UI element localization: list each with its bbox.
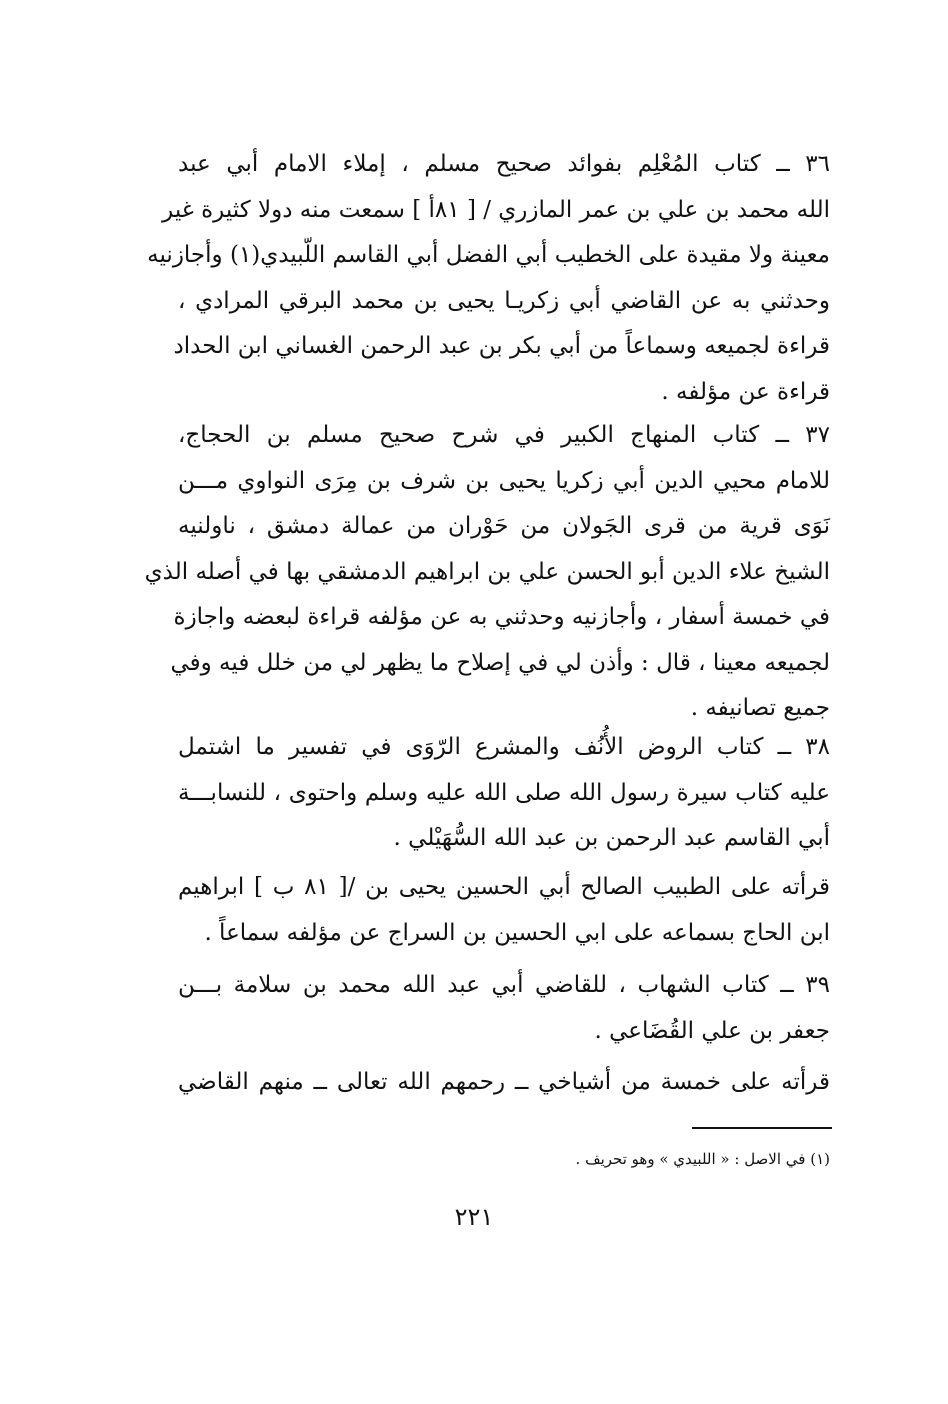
text-line: أبي القاسم عبد الرحمن بن عبد الله السُّهَيْلي . — [393, 825, 830, 851]
text-line: قراءة عن مؤلفه . — [661, 378, 830, 405]
body-text — [147, 142, 830, 415]
text-line: معينة ولا مقيدة على الخطيب أبي الفضل أبي القاسم اللّبيدي(١) وأجازنيه — [147, 242, 830, 268]
footnote-divider — [692, 1127, 832, 1129]
text-line: ٣٩ ــ كتاب الشهاب ، للقاضي أبي عبد الله محمد بن سلامة بـــن — [178, 972, 830, 998]
body-text — [178, 963, 830, 1054]
text-line: للامام محيي الدين أبي زكريا يحيى بن شرف بن مِرَى النواوي مـــن — [178, 467, 830, 494]
reading-note — [178, 865, 830, 956]
text-line: الشيخ علاء الدين أبو الحسن علي بن ابراهيم الدمشقي بها في أصله الذي — [144, 558, 830, 585]
text-line: نَوَى قرية من قرى الجَولان من حَوْران من عمالة دمشق ، ناولنيه — [178, 513, 830, 539]
text-line: في خمسة أسفار ، وأجازنيه وحدثني به عن مؤلفه قراءة لبعضه واجازة — [173, 604, 830, 630]
text-line: الله محمد بن علي بن عمر المازري / [ ٨١أ ] سمعت منه دولا كثيرة غير — [162, 196, 830, 223]
text-line: قرأته على الطبيب الصالح أبي الحسين يحيى بن /[ ٨١ ب ] ابراهيم — [178, 874, 830, 900]
footnote: (١) في الاصل : « اللبيدي » وهو تحريف . — [575, 1150, 830, 1168]
text-line: لجميعه معينا ، قال : وأذن لي في إصلاح ما يظهر لي من خلل فيه وفي — [170, 649, 830, 676]
text-line: جميع تصانيفه . — [690, 695, 830, 721]
entry-38 — [178, 725, 830, 862]
text-line: قرأته على خمسة من أشياخي ــ رحمهم الله تعالى ــ منهم القاضي — [178, 1069, 830, 1095]
entry-39 — [178, 963, 830, 1054]
text-line: وحدثني به عن القاضي أبي زكريـا يحيى بن محمد البرقي المرادي ، — [178, 287, 830, 314]
body-text — [178, 1060, 830, 1106]
page-number: ٢٢١ — [454, 1203, 494, 1231]
entry-36 — [147, 142, 830, 415]
text-line: ٣٨ ــ كتاب الروض الأُنُف والمشرع الرّوَى في تفسير ما اشتمل — [178, 734, 830, 760]
entry-37 — [144, 413, 830, 732]
text-line: عليه كتاب سيرة رسول الله صلى الله عليه وسلم واحتوى ، للنسابـــة — [178, 779, 830, 806]
text-line: جعفر بن علي القُضَاعي . — [594, 1017, 830, 1044]
body-text — [178, 725, 830, 862]
reading-note — [178, 1060, 830, 1106]
text-line: قراءة لجميعه وسماعاً من أبي بكر بن عبد الرحمن الغساني ابن الحداد — [173, 333, 830, 359]
text-line: ٣٧ ــ كتاب المنهاج الكبير في شرح صحيح مسلم بن الحجاج، — [178, 422, 830, 448]
body-text — [178, 865, 830, 956]
text-line: ٣٦ ــ كتاب المُعْلِم بفوائد صحيح مسلم ، إملاء الامام أبي عبد — [178, 151, 830, 177]
text-line: ابن الحاج بسماعه على ابي الحسين بن السراج عن مؤلفه سماعاً . — [204, 919, 830, 946]
body-text — [144, 413, 830, 732]
